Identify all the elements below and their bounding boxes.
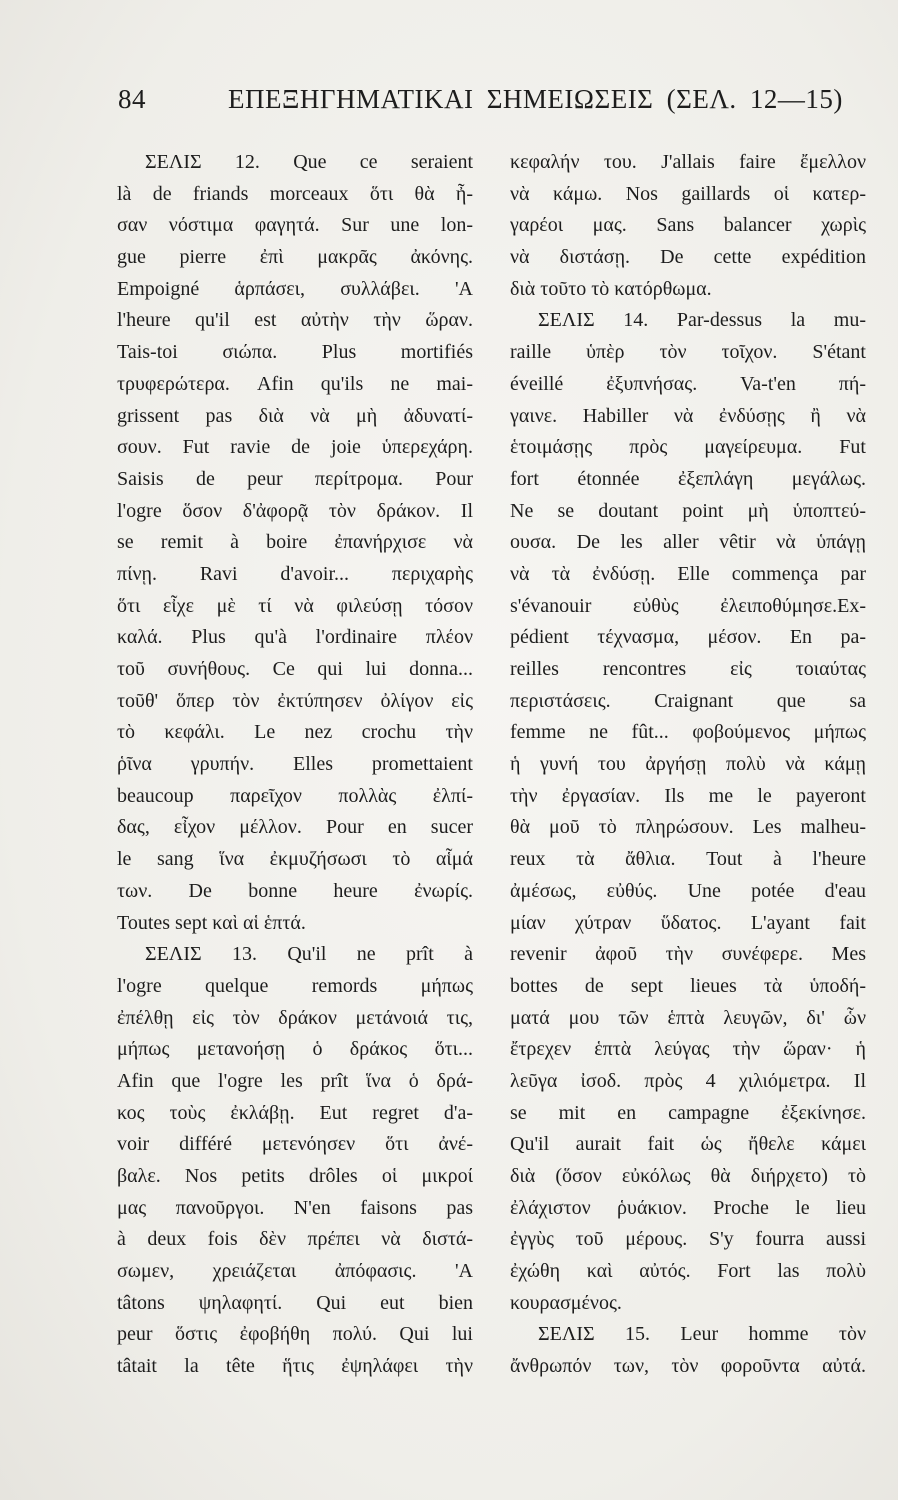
text-line: καλά. Plus qu'à l'ordinaire πλέον	[117, 626, 473, 649]
text-line: ΣΕΛΙΣ 14. Par-dessus la mu-	[538, 309, 866, 332]
text-line: Afin que l'ogre les prît ἵνα ὁ δρά-	[117, 1069, 473, 1092]
text-line: κουρασμένος.	[510, 1291, 622, 1314]
text-line: ἡ γυνή του ἀργήσῃ πολὺ νὰ κάμῃ	[510, 753, 866, 776]
text-line: l'heure qu'il est αὐτὴν τὴν ὥραν.	[117, 309, 473, 332]
text-line: νὰ τὰ ἐνδύσῃ. Elle commença par	[510, 562, 866, 585]
text-line: ῥῖνα γρυπήν. Elles promettaient	[117, 753, 473, 776]
text-line: voir différé μετενόησεν ὅτι ἀνέ-	[117, 1133, 473, 1156]
text-line: se mit en campagne ἐξεκίνησε.	[510, 1101, 866, 1124]
text-line: s'évanouir εὐθὺς ἐλειποθύμησε.Ex-	[510, 594, 866, 617]
page-header	[118, 84, 843, 124]
text-line: l'ogre ὅσον δ'ἀφορᾷ τὸν δράκον. Il	[117, 499, 473, 522]
text-line: reilles rencontres εἰς τοιαύτας	[510, 658, 866, 680]
text-line: le sang ἵνα ἐκμυζήσωσι τὸ αἷμά	[117, 848, 473, 871]
text-line: l'ogre quelque remords μήπως	[117, 974, 473, 997]
text-line: ἐγγὺς τοῦ μέρους. S'y fourra aussi	[510, 1228, 866, 1251]
text-line: τὸ κεφάλι. Le nez crochu τὴν	[117, 721, 473, 744]
text-line: ἀμέσως, εὐθύς. Une potée d'eau	[510, 879, 866, 902]
right-column	[510, 147, 866, 1383]
text-line: περιστάσεις. Craignant que sa	[510, 689, 866, 712]
running-title: ΕΠΕΞΗΓΗΜΑΤΙΚΑΙ ΣΗΜΕΙΩΣΕΙΣ (ΣΕΛ. 12—15)	[228, 84, 843, 114]
text-line: peur ὅστις ἐφοβήθη πολύ. Qui lui	[117, 1323, 473, 1346]
text-line: ἐχώθη καὶ αὐτός. Fort las πολὺ	[510, 1260, 866, 1283]
text-line: ουσα. De les aller vêtir νὰ ὑπάγῃ	[510, 531, 866, 554]
text-line: ματά μου τῶν ἑπτὰ λευγῶν, δι' ὧν	[510, 1006, 866, 1029]
text-line: μήπως μετανοήσῃ ὁ δράκος ὅτι...	[117, 1038, 473, 1061]
text-line: ΣΕΛΙΣ 13. Qu'il ne prît à	[145, 943, 473, 966]
text-line: τοῦθ' ὅπερ τὸν ἐκτύπησεν ὀλίγον εἰς	[117, 689, 473, 712]
text-line: à deux fois δὲν πρέπει νὰ διστά-	[117, 1228, 473, 1251]
text-line: gue pierre ἐπὶ μακρᾶς ἀκόνης.	[117, 246, 473, 269]
text-line: μίαν χύτραν ὕδατος. L'ayant fait	[510, 911, 866, 934]
left-column	[117, 147, 473, 1383]
page-number: 84	[118, 84, 146, 114]
text-line: ἔτρεχεν ἑπτὰ λεύγας τὴν ὥραν· ἡ	[510, 1038, 866, 1061]
text-line: grissent pas διὰ νὰ μὴ ἀδυνατί-	[117, 404, 473, 427]
text-line: se remit à boire ἐπανήρχισε νὰ	[117, 531, 473, 554]
text-line: πίνῃ. Ravi d'avoir... περιχαρὴς	[117, 562, 473, 585]
text-line: ἐλάχιστον ῥυάκιον. Proche le lieu	[510, 1196, 866, 1219]
text-line: νὰ διστάσῃ. De cette expédition	[510, 246, 866, 269]
text-line: Empoigné ἁρπάσει, συλλάβει. 'A	[117, 277, 473, 300]
text-line: Toutes sept καὶ αἱ ἑπτά.	[117, 911, 306, 934]
text-line: tâtait la tête ἥτις ἐψηλάφει τὴν	[117, 1355, 473, 1378]
text-line: λεῦγα ἰσοδ. πρὸς 4 χιλιόμετρα. Il	[510, 1069, 866, 1092]
text-line: των. De bonne heure ἐνωρίς.	[117, 879, 473, 902]
text-line: ἑτοιμάσῃς πρὸς μαγείρευμα. Fut	[510, 436, 866, 459]
text-line: θὰ μοῦ τὸ πληρώσουν. Les malheu-	[510, 816, 866, 839]
text-line: δας, εἶχον μέλλον. Pour en sucer	[117, 816, 473, 839]
text-line: ΣΕΛΙΣ 12. Que ce seraient	[145, 151, 473, 173]
text-line: reux τὰ ἄθλια. Tout à l'heure	[510, 848, 866, 871]
text-line: σαν νόστιμα φαγητά. Sur une lon-	[117, 214, 473, 237]
text-line: γαρέοι μας. Sans balancer χωρὶς	[510, 214, 866, 237]
text-line: beaucoup παρεῖχον πολλὰς ἐλπί-	[117, 784, 473, 807]
text-line: Tais-toi σιώπα. Plus mortifiés	[117, 341, 473, 364]
text-line: pédient τέχνασμα, μέσον. En pa-	[510, 626, 866, 649]
text-line: νὰ κάμω. Nos gaillards οἱ κατερ-	[510, 182, 866, 205]
text-line: γαινε. Habiller νὰ ἐνδύσῃς ἢ νὰ	[510, 404, 866, 427]
text-line: ἐπέλθῃ εἰς τὸν δράκον μετάνοιά τις,	[117, 1006, 473, 1029]
text-line: revenir ἀφοῦ τὴν συνέφερε. Mes	[510, 943, 866, 966]
text-line: là de friands morceaux ὅτι θὰ ἦ-	[117, 182, 473, 205]
text-line: bottes de sept lieues τὰ ὑποδή-	[510, 974, 866, 997]
text-line: éveillé ἐξυπνήσας. Va-t'en πή-	[510, 372, 866, 395]
text-line: ὅτι εἶχε μὲ τί νὰ φιλεύσῃ τόσον	[117, 594, 473, 617]
text-line: tâtons ψηλαφητί. Qui eut bien	[117, 1291, 473, 1314]
text-line: femme ne fût... φοβούμενος μήπως	[510, 721, 866, 744]
text-line: διὰ τοῦτο τὸ κατόρθωμα.	[510, 277, 712, 300]
text-line: σουν. Fut ravie de joie ὑπερεχάρη.	[117, 436, 473, 459]
text-line: κεφαλήν του. J'allais faire ἔμελλον	[510, 151, 866, 173]
text-line: ΣΕΛΙΣ 15. Leur homme τὸν	[538, 1323, 866, 1346]
text-line: ἄνθρωπόν των, τὸν φοροῦντα αὐτά.	[510, 1355, 866, 1378]
text-line: raille ὑπὲρ τὸν τοῖχον. S'étant	[510, 341, 866, 364]
text-line: τρυφερώτερα. Afin qu'ils ne mai-	[117, 372, 473, 395]
text-line: διὰ (ὅσον εὐκόλως θὰ διήρχετο) τὸ	[510, 1165, 866, 1187]
text-line: τοῦ συνήθους. Ce qui lui donna...	[117, 658, 473, 680]
text-line: τὴν ἐργασίαν. Ils me le payeront	[510, 784, 866, 807]
text-line: fort étonnée ἐξεπλάγη μεγάλως.	[510, 467, 866, 490]
text-line: βαλε. Nos petits drôles οἱ μικροί	[117, 1165, 473, 1187]
text-line: Ne se doutant point μὴ ὑποπτεύ-	[510, 499, 866, 522]
text-line: κος τοὺς ἐκλάβῃ. Eut regret d'a-	[117, 1101, 473, 1124]
text-line: σωμεν, χρειάζεται ἀπόφασις. 'A	[117, 1260, 473, 1283]
text-line: Qu'il aurait fait ὡς ἤθελε κάμει	[510, 1133, 866, 1156]
text-line: μας πανοῦργοι. N'en faisons pas	[117, 1196, 473, 1219]
text-line: Saisis de peur περίτρομα. Pour	[117, 467, 473, 490]
